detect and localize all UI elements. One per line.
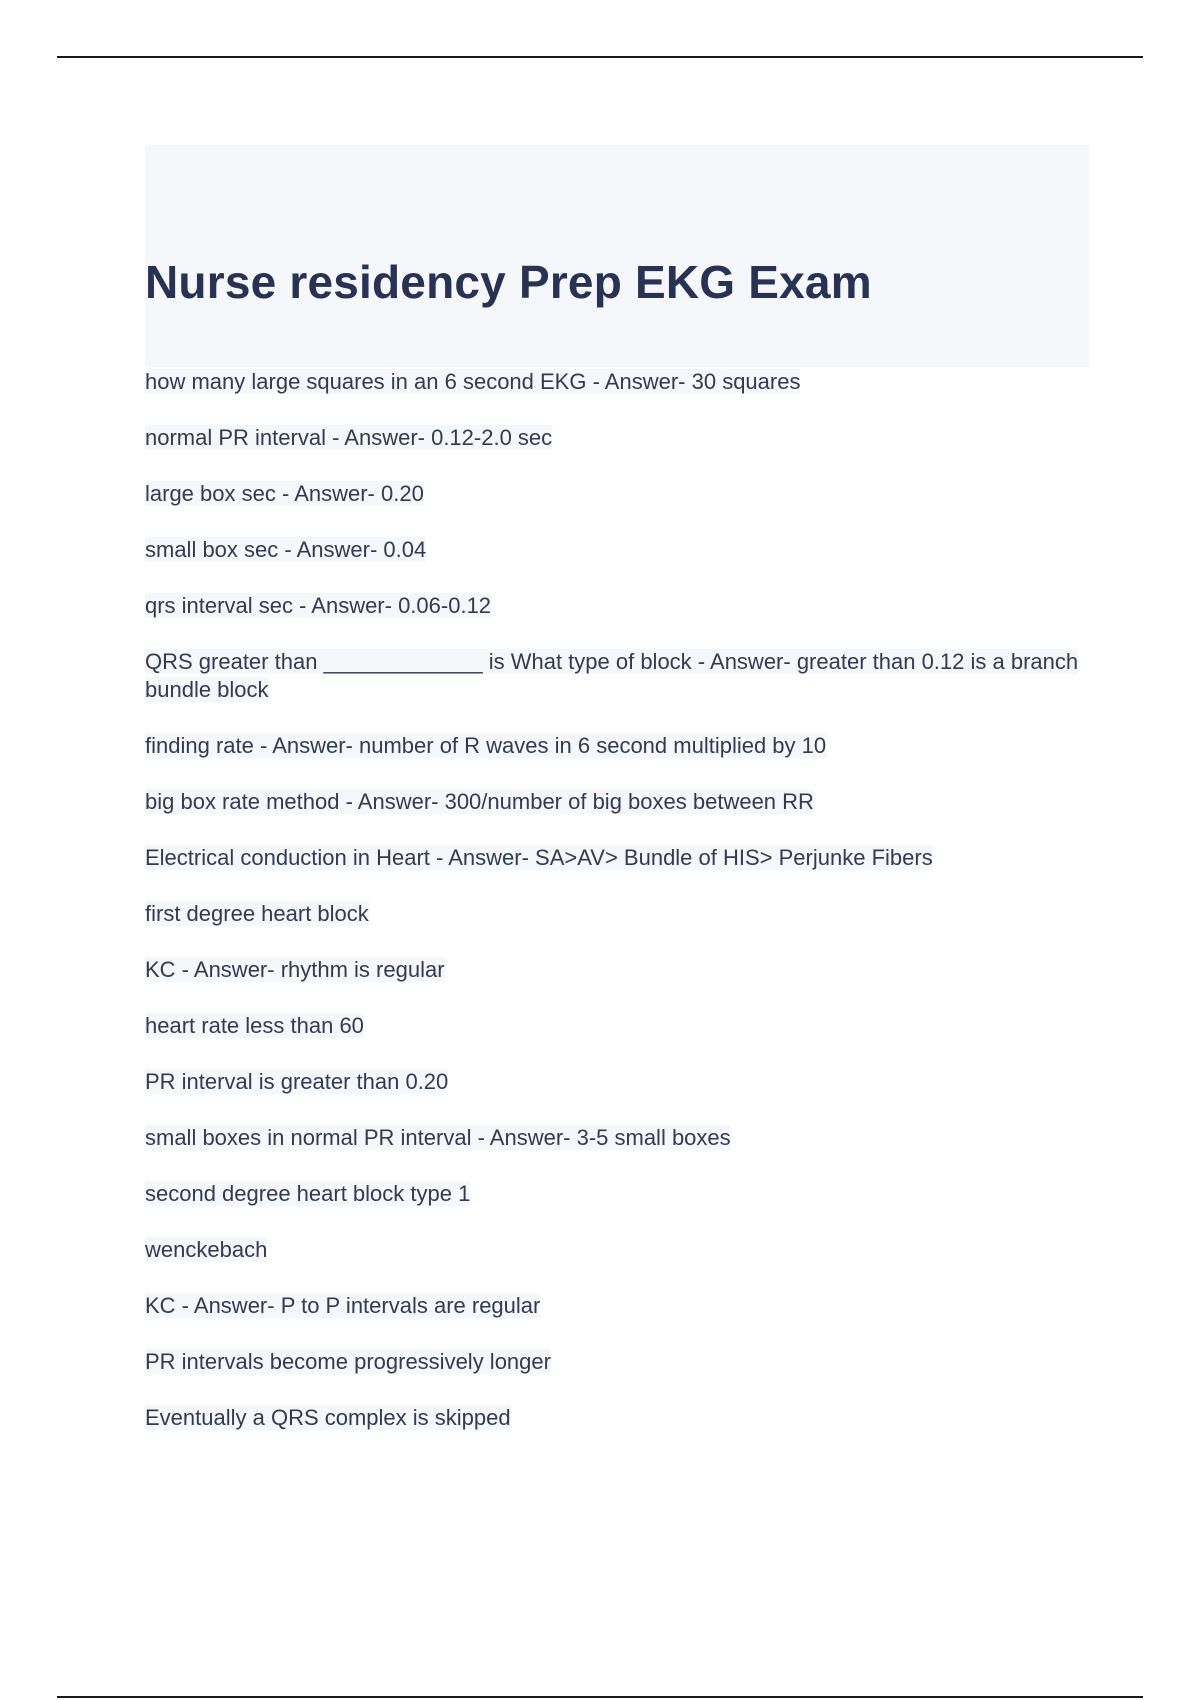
list-item: qrs interval sec - Answer- 0.06-0.12 (145, 593, 492, 618)
list-item: heart rate less than 60 (145, 1013, 364, 1038)
list-item: PR intervals become progressively longer (145, 1349, 551, 1374)
list-item: large box sec - Answer- 0.20 (145, 481, 424, 506)
list-item: small box sec - Answer- 0.04 (145, 537, 427, 562)
page-title: Nurse residency Prep EKG Exam (145, 256, 872, 308)
list-item: small boxes in normal PR interval - Answer- 3-5 small boxes (145, 1125, 731, 1150)
list-item: finding rate - Answer- number of R waves in 6 second multiplied by 10 (145, 733, 827, 758)
qa-list (145, 368, 1085, 1460)
list-item: wenckebach (145, 1237, 268, 1262)
list-item: first degree heart block (145, 901, 369, 926)
bottom-rule (57, 1696, 1143, 1698)
list-item: Electrical conduction in Heart - Answer- SA>AV> Bundle of HIS> Perjunke Fibers (145, 845, 933, 870)
list-item: PR interval is greater than 0.20 (145, 1069, 449, 1094)
list-item: QRS greater than _____________ is What type of block - Answer- greater than 0.12 is a branch bundle block (145, 649, 1079, 702)
list-item: normal PR interval - Answer- 0.12-2.0 sec (145, 425, 553, 450)
list-item: big box rate method - Answer- 300/number of big boxes between RR (145, 789, 814, 814)
top-rule (57, 56, 1143, 58)
list-item: Eventually a QRS complex is skipped (145, 1405, 511, 1430)
list-item: second degree heart block type 1 (145, 1181, 471, 1206)
list-item: how many large squares in an 6 second EKG - Answer- 30 squares (145, 369, 801, 394)
list-item: KC - Answer- P to P intervals are regular (145, 1293, 541, 1318)
list-item: KC - Answer- rhythm is regular (145, 957, 445, 982)
